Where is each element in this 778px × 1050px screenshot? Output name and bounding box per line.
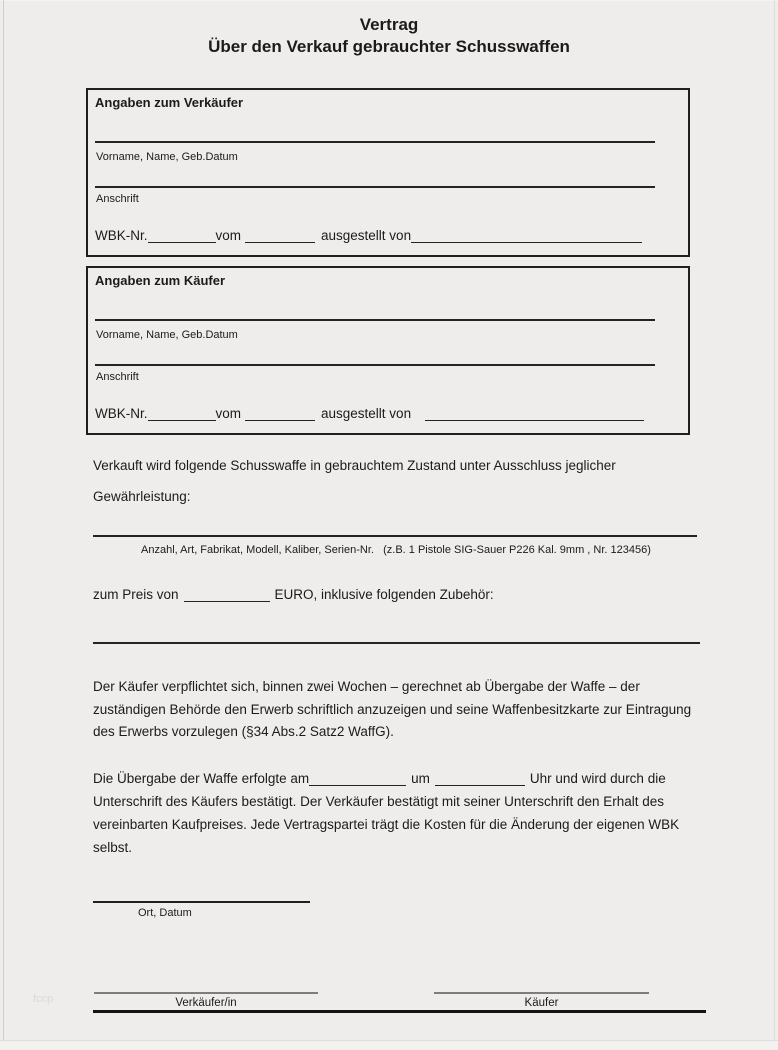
weapon-description-label: Anzahl, Art, Fabrikat, Modell, Kaliber, Serien-Nr. (z.B. 1 Pistole SIG-Sauer P226 Kal. 9mm , Nr. 123456) bbox=[141, 544, 651, 556]
seller-name-field-line bbox=[95, 141, 655, 143]
document-title-block bbox=[0, 14, 778, 58]
page-edge-top bbox=[0, 0, 778, 1]
seller-address-field-line bbox=[95, 186, 655, 188]
handover-clause-paragraph bbox=[93, 767, 707, 859]
handover-suffix-label: Uhr und wird durch die Unterschrift des Käufers bestätigt. Der Verkäufer bestätigt mit seiner Unterschrift den Erhalt des vereinbarten Kaufpreises. Jede Vertragspartei trägt die Kosten für die Änderung der eigenen WBK selbst. bbox=[93, 771, 680, 855]
seller-wbk-label: WBK-Nr. bbox=[95, 228, 148, 243]
price-prefix-label: zum Preis von bbox=[93, 587, 179, 602]
seller-vom-label: vom bbox=[215, 228, 242, 243]
price-suffix-label: EURO, inklusive folgenden Zubehör: bbox=[274, 587, 494, 602]
buyer-vom-label: vom bbox=[215, 406, 242, 421]
handover-time-blank bbox=[435, 771, 525, 786]
footer-divider-line bbox=[93, 1010, 706, 1013]
buyer-signature-label: Käufer bbox=[524, 997, 559, 1009]
buyer-info-box bbox=[86, 266, 690, 435]
document-title: Vertrag bbox=[359, 15, 419, 34]
buyer-name-field-label: Vorname, Name, Geb.Datum bbox=[96, 329, 238, 341]
buyer-name-field-line bbox=[95, 319, 655, 321]
buyer-wbk-date-blank bbox=[245, 406, 315, 421]
buyer-wbk-number-blank bbox=[148, 406, 216, 421]
buyer-wbk-row bbox=[95, 406, 644, 421]
handover-date-blank bbox=[309, 771, 406, 786]
handover-um-label: um bbox=[411, 771, 430, 786]
price-blank bbox=[184, 587, 270, 602]
seller-issuer-blank bbox=[411, 228, 642, 243]
accessories-line bbox=[93, 642, 700, 644]
buyer-signature-line bbox=[434, 992, 649, 994]
handover-prefix-label: Die Übergabe der Waffe erfolgte am bbox=[93, 771, 310, 786]
buyer-box-heading: Angaben zum Käufer bbox=[95, 273, 226, 288]
place-date-label: Ort, Datum bbox=[138, 907, 192, 919]
page-edge-right bbox=[774, 0, 775, 1050]
buyer-issuer-blank bbox=[425, 406, 644, 421]
price-row bbox=[93, 587, 713, 602]
page-edge-bottom bbox=[0, 1040, 778, 1050]
place-date-signature-line bbox=[93, 901, 310, 903]
seller-signature-line bbox=[94, 992, 318, 994]
buyer-address-field-label: Anschrift bbox=[96, 371, 139, 383]
document-subtitle: Über den Verkauf gebrauchter Schusswaffen bbox=[208, 37, 570, 56]
obligation-clause-paragraph: Der Käufer verpflichtet sich, binnen zwei Wochen – gerechnet ab Übergabe der Waffe – der zuständigen Behörde den Erwerb schriftlich anzuzeigen und seine Waffenbesitzkarte zur Eintragung des Erwerbs vorzulegen (§34 Abs.2 Satz2 WaffG). bbox=[93, 679, 692, 739]
buyer-wbk-label: WBK-Nr. bbox=[95, 406, 148, 421]
seller-box-heading: Angaben zum Verkäufer bbox=[95, 95, 244, 110]
seller-signature-label: Verkäufer/in bbox=[175, 997, 237, 1009]
weapon-description-line bbox=[93, 535, 697, 537]
seller-wbk-row bbox=[95, 228, 642, 243]
buyer-address-field-line bbox=[95, 364, 655, 366]
seller-address-field-label: Anschrift bbox=[96, 193, 139, 205]
watermark-text: fccp bbox=[33, 993, 54, 1005]
page-edge-left bbox=[3, 0, 4, 1050]
seller-info-box bbox=[86, 88, 690, 257]
seller-wbk-date-blank bbox=[245, 228, 315, 243]
buyer-issued-label: ausgestellt von bbox=[321, 406, 412, 421]
seller-issued-label: ausgestellt von bbox=[321, 228, 412, 243]
seller-name-field-label: Vorname, Name, Geb.Datum bbox=[96, 151, 238, 163]
sale-intro-paragraph: Verkauft wird folgende Schusswaffe in gebrauchtem Zustand unter Ausschluss jeglicher Gewährleistung: bbox=[93, 458, 616, 504]
seller-wbk-number-blank bbox=[148, 228, 216, 243]
